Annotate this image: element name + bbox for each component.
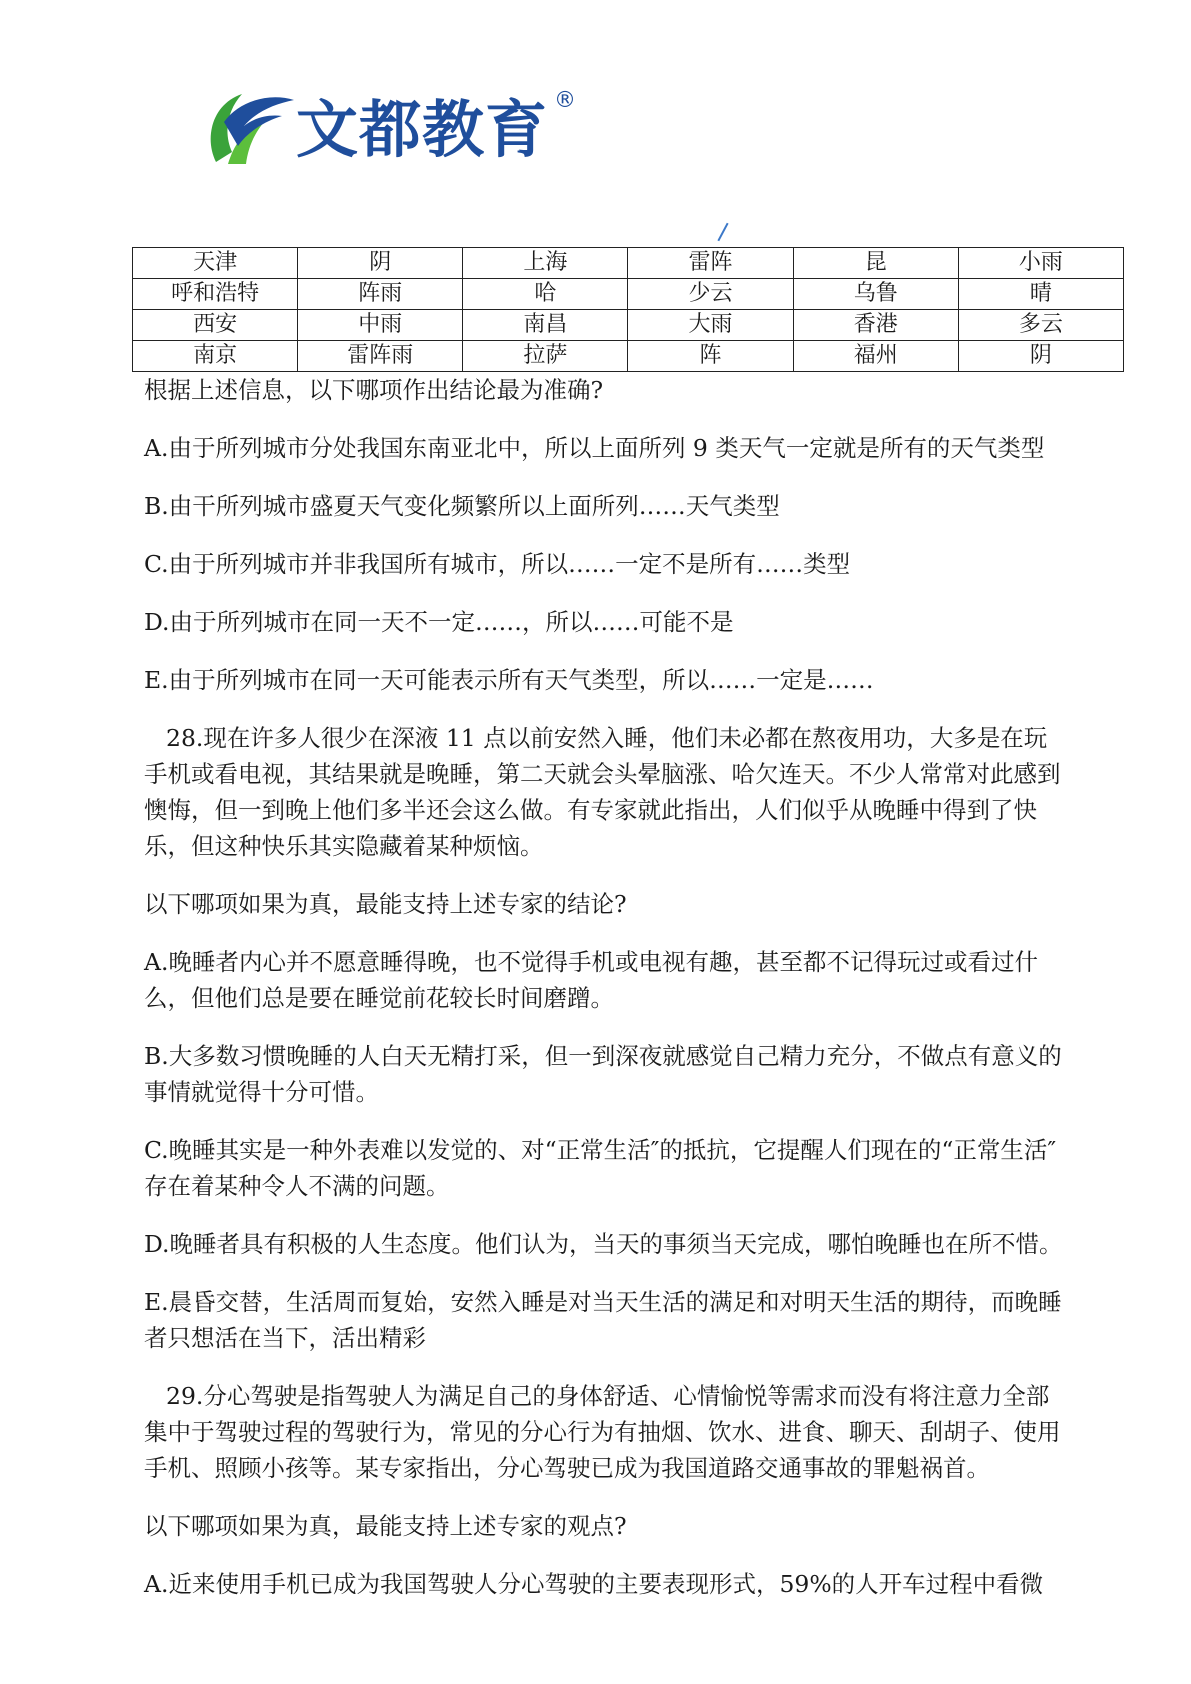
table-row <box>133 248 1124 279</box>
table-cell: 天津 <box>133 248 298 279</box>
table-cell: 乌鲁 <box>793 279 958 310</box>
table-cell: 西安 <box>133 310 298 341</box>
table-cell: 福州 <box>793 341 958 372</box>
table-cell: 阵雨 <box>298 279 463 310</box>
table-cell: 呼和浩特 <box>133 279 298 310</box>
logo <box>198 82 578 182</box>
table-cell: 哈 <box>463 279 628 310</box>
table-cell: 上海 <box>463 248 628 279</box>
q27-option-c: C.由于所列城市并非我国所有城市，所以……一定不是所有……类型 <box>144 550 851 578</box>
q29-option-a: A.近来使用手机已成为我国驾驶人分心驾驶的主要表现形式，59%的人开车过程中看微 <box>144 1570 1044 1598</box>
table-cell: 拉萨 <box>463 341 628 372</box>
q27-option-e: E.由于所列城市在同一天可能表示所有天气类型，所以……一定是…… <box>144 666 874 694</box>
table-cell: 南昌 <box>463 310 628 341</box>
table-cell: 少云 <box>628 279 793 310</box>
table-cell: 雷阵 <box>628 248 793 279</box>
table-cell: 昆 <box>793 248 958 279</box>
q28-option-c: C.晚睡其实是一种外表难以发觉的、对“正常生活″的抵抗，它提醒人们现在的“正常生活″存在着某种令人不满的问题。 <box>144 1136 1057 1200</box>
table-cell: 雷阵雨 <box>298 341 463 372</box>
table-row <box>133 310 1124 341</box>
table-cell: 中雨 <box>298 310 463 341</box>
q27-option-b: B.由干所列城市盛夏天气变化频繁所以上面所列……天气类型 <box>144 492 780 520</box>
table-cell: 大雨 <box>628 310 793 341</box>
table-cell: 香港 <box>793 310 958 341</box>
q28-option-b: B.大多数习惯晚睡的人白天无精打采，但一到深夜就感觉自己精力充分，不做点有意义的事情就觉得十分可惜。 <box>144 1042 1062 1106</box>
table-row <box>133 279 1124 310</box>
registered-mark: ® <box>554 88 576 113</box>
table-cell: 小雨 <box>958 248 1123 279</box>
table-cell: 阴 <box>298 248 463 279</box>
q27-question: 根据上述信息，以下哪项作出结论最为准确? <box>144 376 604 404</box>
q29-stem: 29.分心驾驶是指驾驶人为满足自己的身体舒适、心情愉悦等需求而没有将注意力全部集中于驾驶过程的驾驶行为，常见的分心行为有抽烟、饮水、进食、聊天、刮胡子、使用手机、照顾小孩等。某专家指出，分心驾驶已成为我国道路交通事故的罪魁祸首。 <box>144 1382 1061 1482</box>
q28-question: 以下哪项如果为真，最能支持上述专家的结论? <box>144 890 627 918</box>
table-cell: 阵 <box>628 341 793 372</box>
q27-option-d: D.由于所列城市在同一天不一定……，所以……可能不是 <box>144 608 734 636</box>
table-cell: 晴 <box>958 279 1123 310</box>
q28-stem: 28.现在许多人很少在深液 11 点以前安然入睡，他们未必都在熬夜用功，大多是在玩手机或看电视，其结果就是晚睡，第二天就会头晕脑涨、哈欠连天。不少人常常对此感到懊悔，但一到晚上他们多半还会这么做。有专家就此指出，人们似乎从晚睡中得到了快乐，但这种快乐其实隐藏着某种烦恼。 <box>144 724 1061 860</box>
q28-option-e: E.晨昏交替，生活周而复始，安然入睡是对当天生活的满足和对明天生活的期待，而晚睡者只想活在当下，活出精彩 <box>144 1288 1062 1352</box>
table-row <box>133 341 1124 372</box>
weather-table <box>132 247 1124 372</box>
q28-option-a: A.晚睡者内心并不愿意睡得晚，也不觉得手机或电视有趣，甚至都不记得玩过或看过什么，但他们总是要在睡觉前花较长时间磨蹭。 <box>144 948 1038 1012</box>
document-body <box>144 372 1066 1602</box>
table-cell: 南京 <box>133 341 298 372</box>
table-cell: 多云 <box>958 310 1123 341</box>
stray-mark <box>717 223 728 242</box>
brand-name: 文都教育 <box>296 93 549 166</box>
q28-option-d: D.晚睡者具有积极的人生态度。他们认为，当天的事须当天完成，哪怕晚睡也在所不惜。 <box>144 1230 1063 1258</box>
q29-question: 以下哪项如果为真，最能支持上述专家的观点? <box>144 1512 627 1540</box>
table-cell: 阴 <box>958 341 1123 372</box>
q27-option-a: A.由于所列城市分处我国东南亚北中，所以上面所列 9 类天气一定就是所有的天气类型 <box>144 434 1045 462</box>
leaf-logo-icon <box>198 82 298 182</box>
